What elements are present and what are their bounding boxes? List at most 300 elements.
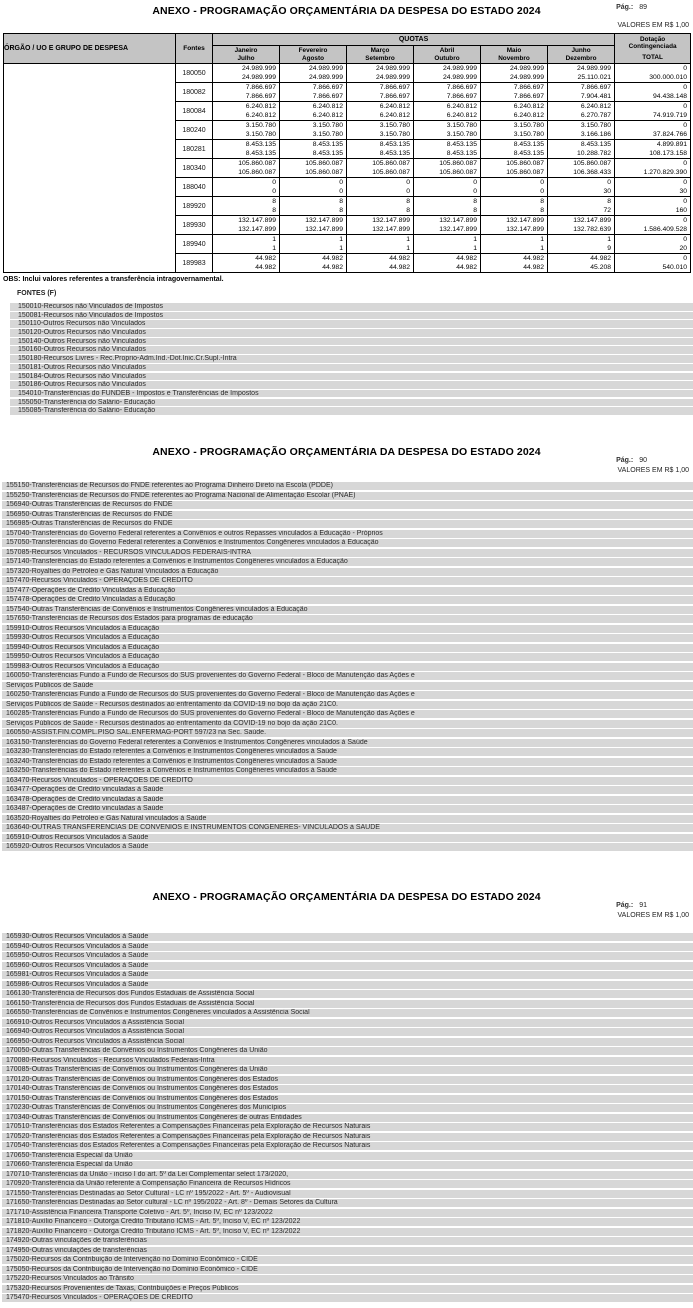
fonte-list-item: 160550-ASSIST.FIN.COMPL.PISO SAL.ENFERMAG-PORT 597/23 na Sec. Saúde.: [2, 729, 693, 737]
fonte-list-item: 170140-Outras Transferências de Convênios ou Instrumentos Congêneres dos Estados: [2, 1085, 693, 1093]
quota-value-sem1: 44.982: [389, 255, 410, 262]
dotacao-total-cell: [615, 83, 691, 102]
quota-value-sem1: 8.453.135: [312, 141, 343, 148]
quota-cell: [548, 197, 615, 216]
quota-value-sem1: 1: [339, 236, 343, 243]
dotacao-value: 0: [683, 160, 688, 167]
fonte-list-item: 165910-Outros Recursos Vinculados à Saúde: [2, 834, 693, 842]
quota-cell: [280, 102, 347, 121]
fonte-list-item: 150186-Outros Recursos não Vinculados: [10, 381, 693, 389]
quota-value-sem2: 3.150.780: [245, 131, 276, 138]
dotacao-value: 0: [683, 179, 688, 186]
fonte-list-item: 175470-Recursos Vinculados - OPERAÇÕES DE CRÉDITO: [2, 1294, 693, 1302]
quota-value-sem1: 8: [540, 198, 544, 205]
quota-value-sem2: 30: [603, 188, 612, 195]
fonte-list-item: 166940-Outros Recursos Vinculados à Assistência Social: [2, 1028, 693, 1036]
quota-value-sem2: 8.453.135: [446, 150, 477, 157]
fonte-list-item: 156985-Outras Transferências de Recursos do FNDE: [2, 520, 693, 528]
quota-value-sem2: 3.150.780: [446, 131, 477, 138]
total-value: 540.010: [662, 264, 688, 271]
fonte-list-item: 175320-Recursos Provenientes de Taxas, Contribuições e Preços Públicos: [2, 1285, 693, 1293]
quota-value-sem1: 6.240.812: [312, 103, 343, 110]
quota-value-sem2: 1: [339, 245, 343, 252]
quota-value-sem1: 105.860.087: [573, 160, 612, 167]
quota-cell: [481, 121, 548, 140]
fonte-code: 180084: [176, 102, 213, 121]
fonte-list-item: 163487-Operações de Crédito vinculadas à Saúde: [2, 805, 693, 813]
fontes-list-p89: [10, 303, 693, 416]
quota-cell: [347, 159, 414, 178]
quota-cell: [481, 197, 548, 216]
fonte-list-item: 171810-Auxílio Financeiro - Outorga Crédito Tributário ICMS - Art. 5º, Inciso V, EC nº 123/2022: [2, 1218, 693, 1226]
quota-value-sem1: 8: [473, 198, 477, 205]
quota-cell: [548, 235, 615, 254]
quota-value-sem2: 8.453.135: [312, 150, 343, 157]
quota-cell: [280, 235, 347, 254]
fontes-header: Fontes: [176, 34, 213, 64]
quota-value-sem2: 1: [540, 245, 544, 252]
quota-value-sem2: 8.453.135: [379, 150, 410, 157]
total-value: 30: [679, 188, 688, 195]
quota-value-sem2: 1: [406, 245, 410, 252]
page-title: ANEXO - PROGRAMAÇÃO ORÇAMENTÁRIA DA DESPESA DO ESTADO 2024: [152, 891, 541, 903]
fonte-list-item: 170230-Outras Transferências de Convênios ou Instrumentos Congêneres dos Municípios: [2, 1104, 693, 1112]
page-89: [0, 0, 693, 440]
quota-value-sem1: 1: [607, 236, 612, 243]
quota-value-sem2: 3.150.780: [513, 131, 544, 138]
quota-cell: [414, 254, 481, 273]
fonte-code: 189940: [176, 235, 213, 254]
fonte-list-item: 174920-Outras vinculações de transferências: [2, 1237, 693, 1245]
quota-value-sem1: 44.982: [456, 255, 477, 262]
quota-value-sem2: 6.240.812: [379, 112, 410, 119]
quota-cell: [548, 178, 615, 197]
quota-cell: [347, 254, 414, 273]
quota-cell: [481, 159, 548, 178]
fonte-list-item: Serviços Públicos de Saúde - Recursos destinados ao enfrentamento da COVID-19 no bojo da ação 21C0.: [2, 701, 693, 709]
quota-value-sem1: 3.150.780: [446, 122, 477, 129]
quota-value-sem1: 24.989.999: [241, 65, 276, 72]
quota-value-sem1: 44.982: [523, 255, 544, 262]
quota-cell: [280, 83, 347, 102]
quota-value-sem2: 9: [607, 245, 612, 252]
quota-cell: [548, 140, 615, 159]
quota-value-sem1: 24.989.999: [577, 65, 612, 72]
quota-value-sem1: 44.982: [322, 255, 343, 262]
fonte-list-item: 163640-OUTRAS TRANSFERÊNCIAS DE CONVÊNIOS E INSTRUMENTOS CONGÊNERES- VINCULADOS à SAÚDE: [2, 824, 693, 832]
fonte-code: 180082: [176, 83, 213, 102]
quota-value-sem1: 8: [339, 198, 343, 205]
fonte-code: 180240: [176, 121, 213, 140]
fonte-list-item: 160250-Transferências Fundo a Fundo de Recursos do SUS provenientes do Governo Federal - Bloco de Manutenção das Ações e: [2, 691, 693, 699]
fonte-list-item: 170085-Outras Transferências de Convênios ou Instrumentos Congêneres da União: [2, 1066, 693, 1074]
fonte-list-item: 175050-Recursos da Contribuição de Intervenção no Domínio Econômico - CIDE: [2, 1266, 693, 1274]
quota-value-sem1: 1: [272, 236, 276, 243]
quota-value-sem2: 6.270.787: [580, 112, 612, 119]
fonte-list-item: 170710-Transferências da União - inciso I do art. 5º da Lei Complementar select 173/2020,: [2, 1171, 693, 1179]
quota-cell: [548, 216, 615, 235]
quota-value-sem2: 25.110.021: [577, 74, 612, 81]
fonte-list-item: 165920-Outros Recursos Vinculados à Saúde: [2, 843, 693, 851]
quota-value-sem1: 8.453.135: [446, 141, 477, 148]
quota-value-sem2: 3.150.780: [312, 131, 343, 138]
fonte-list-item: 171550-Transferências Destinadas ao Setor Cultural - LC nº 195/2022 - Art. 5º - Audiovisual: [2, 1190, 693, 1198]
quota-cell: [414, 216, 481, 235]
quota-value-sem1: 3.150.780: [580, 122, 612, 129]
quota-value-sem1: 0: [540, 179, 544, 186]
quota-value-sem1: 132.147.899: [439, 217, 477, 224]
quota-cell: [347, 178, 414, 197]
quota-value-sem1: 7.866.697: [513, 84, 544, 91]
quota-value-sem1: 8.453.135: [379, 141, 410, 148]
fonte-code: 188040: [176, 178, 213, 197]
quota-value-sem2: 44.982: [255, 264, 276, 271]
dotacao-value: 0: [683, 122, 688, 129]
dotacao-value: 0: [683, 65, 688, 72]
quota-value-sem2: 8: [339, 207, 343, 214]
quota-value-sem2: 106.368.433: [573, 169, 612, 176]
quota-value-sem2: 7.866.697: [513, 93, 544, 100]
fonte-list-item: 165930-Outros Recursos Vinculados à Saúde: [2, 933, 693, 941]
total-value: 1.586.409.528: [643, 226, 688, 233]
quota-value-sem2: 3.166.186: [580, 131, 612, 138]
quota-value-sem1: 1: [473, 236, 477, 243]
fonte-list-item: 170520-Transferências dos Estados Referentes a Compensações Financeiras pela Exploração de Recursos Naturais: [2, 1133, 693, 1141]
fonte-code: 189920: [176, 197, 213, 216]
quota-value-sem2: 132.147.899: [439, 226, 477, 233]
quota-value-sem2: 24.989.999: [509, 74, 544, 81]
quota-cell: [280, 178, 347, 197]
quota-value-sem2: 44.982: [389, 264, 410, 271]
quota-value-sem1: 0: [406, 179, 410, 186]
quota-value-sem2: 0: [272, 188, 276, 195]
quota-value-sem1: 7.866.697: [580, 84, 612, 91]
fonte-list-item: 170050-Outras Transferências de Convênios ou Instrumentos Congêneres da União: [2, 1047, 693, 1055]
quota-cell: [213, 254, 280, 273]
page-number-line: [616, 457, 647, 464]
quota-cell: [280, 64, 347, 83]
fonte-list-item: 155085-Transferência do Salário- Educação: [10, 407, 693, 415]
quota-value-sem1: 6.240.812: [580, 103, 612, 110]
fonte-list-item: 170540-Transferências dos Estados Referentes a Compensações Financeiras pela Exploração de Recursos Naturais: [2, 1142, 693, 1150]
quota-value-sem1: 0: [473, 179, 477, 186]
fonte-list-item: 171650-Transferências Destinadas ao Setor cultural - LC nº 195/2022 - Art. 8º - Demais Setores da Cultura: [2, 1199, 693, 1207]
quota-value-sem2: 7.904.481: [580, 93, 612, 100]
quota-value-sem2: 6.240.812: [513, 112, 544, 119]
quota-value-sem1: 6.240.812: [513, 103, 544, 110]
fonte-code: 180340: [176, 159, 213, 178]
dotacao-value: 4.899.891: [656, 141, 688, 148]
fonte-list-item: 171820-Auxílio Financeiro - Outorga Crédito Tributário ICMS - Art. 5º, Inciso V, EC nº 123/2022: [2, 1228, 693, 1236]
dotacao-header-line2: Contingenciada: [628, 43, 677, 50]
fonte-list-item: 157140-Transferências do Estado referentes a Convênios e Instrumentos Congêneres vinculados à Educação: [2, 558, 693, 566]
fonte-list-item: 166950-Outros Recursos Vinculados à Assistência Social: [2, 1038, 693, 1046]
fonte-list-item: 165940-Outros Recursos Vinculados à Saúde: [2, 943, 693, 951]
quota-value-sem2: 132.782.639: [573, 226, 612, 233]
quota-cell: [414, 235, 481, 254]
fonte-list-item: 166150-Transferência de Recursos dos Fundos Estaduais de Assistência Social: [2, 1000, 693, 1008]
quota-value-sem1: 3.150.780: [379, 122, 410, 129]
quota-value-sem1: 132.147.899: [372, 217, 410, 224]
quota-value-sem2: 0: [406, 188, 410, 195]
quota-value-sem2: 8: [406, 207, 410, 214]
quota-cell: [280, 254, 347, 273]
dotacao-total-header: [615, 34, 691, 64]
total-value: 37.824.766: [653, 131, 688, 138]
page-number-value: 90: [639, 457, 647, 464]
quota-value-sem2: 132.147.899: [372, 226, 410, 233]
quota-cell: [481, 140, 548, 159]
fonte-list-item: 157540-Outras Transferências de Convênios e Instrumentos Congêneres vinculados à Educação: [2, 606, 693, 614]
quota-value-sem1: 44.982: [590, 255, 612, 262]
month-header: [213, 46, 280, 64]
fonte-list-item: 163240-Transferências do Estado referentes a Convênios e Instrumentos Congêneres vinculados à Saúde: [2, 758, 693, 766]
month-header-line: Julho: [237, 54, 255, 62]
total-value: 94.438.148: [653, 93, 688, 100]
quota-cell: [280, 121, 347, 140]
month-header-line: Junho: [571, 46, 591, 54]
quota-value-sem1: 7.866.697: [245, 84, 276, 91]
quota-value-sem2: 72: [603, 207, 612, 214]
total-value: 20: [679, 245, 688, 252]
month-header-line: Março: [370, 46, 390, 54]
fonte-list-item: 166130-Transferência de Recursos dos Fundos Estaduais de Assistência Social: [2, 990, 693, 998]
fonte-list-item: 157040-Transferências do Governo Federal referentes a Convênios e outros Repasses vinculados à Educação - Próprios: [2, 530, 693, 538]
page-title: ANEXO - PROGRAMAÇÃO ORÇAMENTÁRIA DA DESPESA DO ESTADO 2024: [152, 5, 541, 17]
dotacao-header-line1: Dotação: [639, 36, 666, 43]
month-header-line: Outubro: [434, 54, 460, 62]
fonte-code: 180281: [176, 140, 213, 159]
quota-value-sem1: 8.453.135: [245, 141, 276, 148]
quota-value-sem2: 8.453.135: [513, 150, 544, 157]
dotacao-total-cell: [615, 64, 691, 83]
obs-note: OBS: Inclui valores referentes a transferência intragovernamental.: [3, 276, 224, 283]
fonte-list-item: 150180-Recursos Livres - Rec.Proprio-Adm.Ind.-Dot.Inic.Cr.Supl.-Intra: [10, 355, 693, 363]
quota-value-sem1: 8: [406, 198, 410, 205]
quota-value-sem1: 24.989.999: [442, 65, 477, 72]
total-value: 1.270.829.390: [643, 169, 688, 176]
quota-value-sem2: 0: [473, 188, 477, 195]
dotacao-value: 0: [683, 198, 688, 205]
quota-cell: [414, 64, 481, 83]
quota-cell: [481, 102, 548, 121]
fonte-list-item: 174950-Outras vinculações de transferências: [2, 1247, 693, 1255]
quota-value-sem2: 0: [540, 188, 544, 195]
fonte-list-item: 170080-Recursos Vinculados - Recursos Vinculados Federais-Intra: [2, 1057, 693, 1065]
fonte-list-item: 165981-Outros Recursos Vinculados à Saúde: [2, 971, 693, 979]
fonte-list-item: 159983-Outros Recursos Vinculados à Educação: [2, 663, 693, 671]
fonte-list-item: 157085-Recursos Vinculados - RECURSOS VINCULADOS FEDERAIS-INTRA: [2, 549, 693, 557]
fonte-code: 180050: [176, 64, 213, 83]
fonte-list-item: 163520-Royalties do Petróleo e Gás Natural vinculados à Saúde: [2, 815, 693, 823]
fonte-list-item: 163478-Operações de Crédito vinculadas à Saúde: [2, 796, 693, 804]
total-value: 160: [675, 207, 688, 214]
quota-value-sem2: 44.982: [322, 264, 343, 271]
quota-value-sem2: 44.982: [456, 264, 477, 271]
quota-cell: [347, 235, 414, 254]
month-header-line: Agosto: [301, 54, 324, 62]
quota-cell: [280, 140, 347, 159]
quota-value-sem1: 24.989.999: [509, 65, 544, 72]
fonte-list-item: 155250-Transferências de Recursos do FNDE referentes ao Programa Nacional de Alimentação Escolar (PNAE): [2, 492, 693, 500]
fonte-list-item: 163150-Transferências do Governo Federal referentes a Convênios e Instrumentos Congêneres vinculados à Saúde: [2, 739, 693, 747]
quota-value-sem1: 8: [607, 198, 612, 205]
fonte-list-item: 171710-Assistência Financeira Transporte Coletivo - Art. 5º, Inciso IV, EC nº 123/2022: [2, 1209, 693, 1217]
quota-cell: [481, 254, 548, 273]
quota-value-sem2: 6.240.812: [245, 112, 276, 119]
quota-value-sem2: 105.860.087: [439, 169, 477, 176]
quota-cell: [481, 178, 548, 197]
fonte-list-item: 150181-Outros Recursos não Vinculados: [10, 364, 693, 372]
fonte-list-item: 159940-Outros Recursos Vinculados à Educação: [2, 644, 693, 652]
quota-value-sem1: 6.240.812: [245, 103, 276, 110]
fonte-list-item: 157477-Operações de Crédito Vinculadas à Educação: [2, 587, 693, 595]
quota-value-sem1: 24.989.999: [308, 65, 343, 72]
quota-cell: [213, 102, 280, 121]
fonte-list-item: 175220-Recursos Vinculados ao Trânsito: [2, 1275, 693, 1283]
dotacao-total-cell: [615, 159, 691, 178]
quota-value-sem1: 24.989.999: [375, 65, 410, 72]
quota-value-sem1: 105.860.087: [372, 160, 410, 167]
fonte-list-item: 150010-Recursos não Vinculados de Impostos: [10, 303, 693, 311]
quota-cell: [280, 197, 347, 216]
quota-value-sem1: 132.147.899: [305, 217, 343, 224]
page-number-value: 91: [639, 902, 647, 909]
page-90: [0, 440, 693, 885]
quota-value-sem1: 8.453.135: [513, 141, 544, 148]
quota-value-sem2: 10.288.782: [577, 150, 612, 157]
quota-cell: [481, 235, 548, 254]
fontes-list-p91: [2, 933, 693, 1304]
table-row: [4, 64, 691, 83]
dotacao-total-cell: [615, 140, 691, 159]
fonte-code: 189930: [176, 216, 213, 235]
quotas-table: [3, 33, 691, 273]
fonte-list-item: 157470-Recursos Vinculados - OPERAÇÕES DE CRÉDITO: [2, 577, 693, 585]
fonte-list-item: 157478-Operações de Crédito Vinculadas à Educação: [2, 596, 693, 604]
quota-cell: [481, 216, 548, 235]
fonte-list-item: 163230-Transferências do Estado referentes a Convênios e Instrumentos Congêneres vinculados à Saúde: [2, 748, 693, 756]
fonte-list-item: 150110-Outros Recursos não Vinculados: [10, 320, 693, 328]
fonte-list-item: 170920-Transferência da União referente à Compensação Financeira de Recursos Hídricos: [2, 1180, 693, 1188]
quota-value-sem2: 105.860.087: [238, 169, 276, 176]
quota-cell: [213, 178, 280, 197]
orgao-empty-cell: [4, 64, 176, 273]
fonte-list-item: Serviços Públicos de Saúde: [2, 682, 693, 690]
quota-value-sem2: 0: [339, 188, 343, 195]
fonte-list-item: 155150-Transferências de Recursos do FNDE referentes ao Programa Dinheiro Direto na Escola (PDDE): [2, 482, 693, 490]
quota-cell: [213, 235, 280, 254]
quota-value-sem2: 8: [272, 207, 276, 214]
quota-cell: [548, 121, 615, 140]
fonte-code: 189983: [176, 254, 213, 273]
month-header-line: Setembro: [365, 54, 395, 62]
quota-value-sem2: 24.989.999: [375, 74, 410, 81]
quota-cell: [481, 64, 548, 83]
quota-value-sem1: 105.860.087: [238, 160, 276, 167]
quota-cell: [347, 121, 414, 140]
fonte-list-item: 155050-Transferência do Salário- Educação: [10, 399, 693, 407]
fonte-list-item: Serviços Públicos de Saúde - Recursos destinados ao enfrentamento da COVID-19 no bojo da ação 21C0.: [2, 720, 693, 728]
quota-value-sem2: 7.866.697: [446, 93, 477, 100]
dotacao-value: 0: [683, 84, 688, 91]
quota-value-sem1: 8.453.135: [580, 141, 612, 148]
month-header: [347, 46, 414, 64]
quota-cell: [213, 64, 280, 83]
quota-value-sem1: 132.147.899: [238, 217, 276, 224]
quota-value-sem2: 7.866.697: [379, 93, 410, 100]
quota-cell: [481, 83, 548, 102]
quota-value-sem1: 3.150.780: [245, 122, 276, 129]
quota-value-sem2: 7.866.697: [312, 93, 343, 100]
quota-value-sem2: 24.989.999: [442, 74, 477, 81]
month-header: [280, 46, 347, 64]
fonte-list-item: 165960-Outros Recursos Vinculados à Saúde: [2, 962, 693, 970]
quota-cell: [213, 216, 280, 235]
fonte-list-item: 163477-Operações de Crédito vinculadas à Saúde: [2, 786, 693, 794]
quota-cell: [414, 102, 481, 121]
values-unit-label: VALORES EM R$ 1,00: [617, 467, 689, 474]
fonte-list-item: 156940-Outras Transferências de Recursos do FNDE: [2, 501, 693, 509]
quota-value-sem2: 132.147.899: [238, 226, 276, 233]
fonte-list-item: 150160-Outros Recursos não Vinculados: [10, 346, 693, 354]
month-header: [481, 46, 548, 64]
quota-cell: [347, 102, 414, 121]
dotacao-value: 0: [683, 255, 688, 262]
page-number-label: Pág.:: [616, 4, 634, 11]
dotacao-total-cell: [615, 121, 691, 140]
fonte-list-item: 160285-Transferências Fundo a Fundo de Recursos do SUS provenientes do Governo Federal - Bloco de Manutenção das Ações e: [2, 710, 693, 718]
quota-value-sem1: 0: [607, 179, 612, 186]
fonte-list-item: 150081-Recursos não Vinculados de Impostos: [10, 312, 693, 320]
quota-value-sem1: 8: [272, 198, 276, 205]
dotacao-value: 0: [683, 103, 688, 110]
quota-value-sem2: 8: [540, 207, 544, 214]
quota-cell: [548, 159, 615, 178]
fonte-list-item: 170650-Transferência Especial da União: [2, 1152, 693, 1160]
total-value: 74.919.719: [653, 112, 688, 119]
quota-value-sem1: 7.866.697: [446, 84, 477, 91]
values-unit-label: VALORES EM R$ 1,00: [617, 22, 689, 29]
quota-cell: [548, 83, 615, 102]
fonte-list-item: 157320-Royalties do Petróleo e Gás Natural Vinculados à Educação: [2, 568, 693, 576]
quota-value-sem1: 7.866.697: [312, 84, 343, 91]
fonte-list-item: 157650-Transferências de Recursos dos Estados para programas de educação: [2, 615, 693, 623]
quota-cell: [213, 159, 280, 178]
quota-cell: [414, 197, 481, 216]
total-value: 300.000.010: [649, 74, 688, 81]
fonte-list-item: 163470-Recursos Vinculados - OPERAÇÕES DE CRÉDITO: [2, 777, 693, 785]
quota-cell: [347, 216, 414, 235]
page-number-value: 89: [639, 4, 647, 11]
fonte-list-item: 160050-Transferências Fundo a Fundo de Recursos do SUS provenientes do Governo Federal - Bloco de Manutenção das Ações e: [2, 672, 693, 680]
fonte-list-item: 170120-Outras Transferências de Convênios ou Instrumentos Congêneres dos Estados: [2, 1076, 693, 1084]
page-number-line: [616, 902, 647, 909]
fonte-list-item: 165986-Outros Recursos Vinculados à Saúde: [2, 981, 693, 989]
fonte-list-item: 163250-Transferências do Estado referentes a Convênios e Instrumentos Congêneres vinculados à Saúde: [2, 767, 693, 775]
quota-value-sem2: 6.240.812: [446, 112, 477, 119]
quota-cell: [414, 178, 481, 197]
quota-value-sem1: 44.982: [255, 255, 276, 262]
quota-value-sem2: 132.147.899: [506, 226, 544, 233]
quota-cell: [414, 159, 481, 178]
quota-value-sem1: 132.147.899: [506, 217, 544, 224]
quota-cell: [213, 140, 280, 159]
page-number-label: Pág.:: [616, 902, 634, 909]
quota-value-sem2: 1: [473, 245, 477, 252]
fontes-list-p90: [2, 482, 693, 853]
fonte-list-item: 170340-Outras Transferências de Convênios ou Instrumentos Congêneres de outras Entidades: [2, 1114, 693, 1122]
